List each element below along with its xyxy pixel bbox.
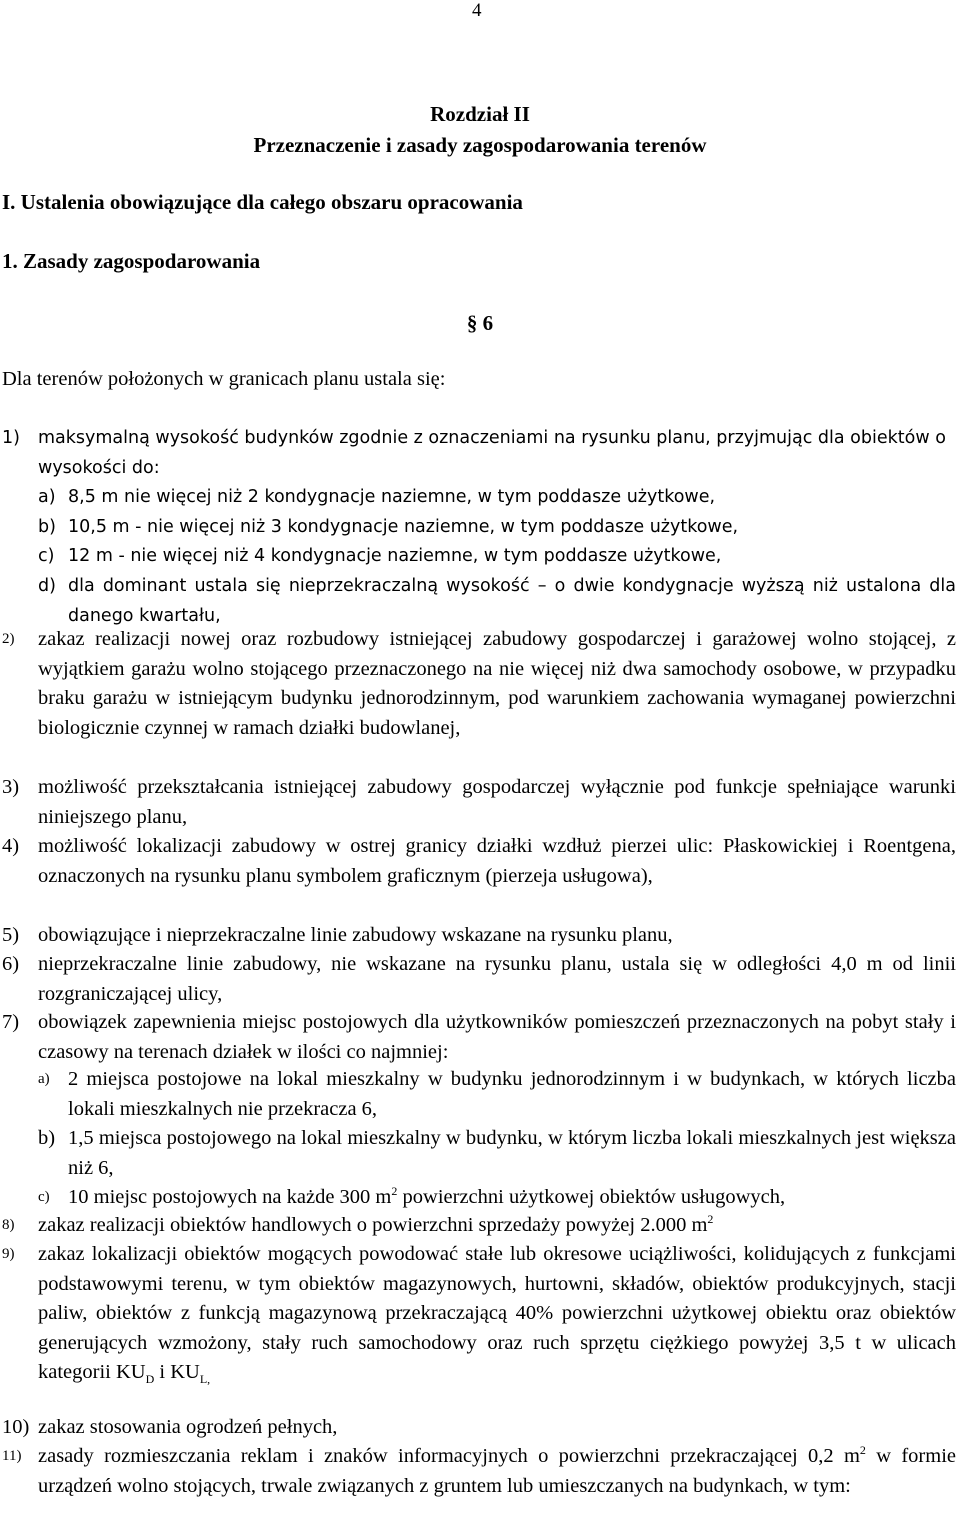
item-number: 7) <box>2 1011 20 1033</box>
item-number: 9) <box>2 1246 15 1262</box>
item-number: 4) <box>2 835 20 857</box>
subsection-heading: 1. Zasady zagospodarowania <box>2 249 261 273</box>
subscript: L, <box>199 1372 211 1387</box>
subitem-letter: d) <box>38 576 56 596</box>
item-number: 1) <box>2 428 20 448</box>
subitem-letter: c) <box>38 546 55 566</box>
item-number: 3) <box>2 776 20 798</box>
subitem-letter: a) <box>38 1071 50 1087</box>
subitem-text-tail: powierzchni użytkowej obiektów usługowych, <box>397 1186 786 1208</box>
item-number: 11) <box>2 1448 22 1464</box>
item-text: maksymalną wysokość budynków zgodnie z oznaczeniami na rysunku planu, przyjmując dla obiektów o wysokości do: <box>38 428 946 478</box>
item-number: 6) <box>2 953 20 975</box>
subitem-text: 8,5 m nie więcej niż 2 kondygnacje naziemne, w tym poddasze użytkowe, <box>68 487 716 507</box>
item-number: 5) <box>2 924 20 946</box>
superscript: 2 <box>391 1184 398 1199</box>
subitem-letter: c) <box>38 1189 50 1205</box>
subscript: D <box>145 1372 155 1387</box>
item-text: zakaz stosowania ogrodzeń pełnych, <box>38 1416 338 1438</box>
chapter-title: Przeznaczenie i zasady zagospodarowania terenów <box>253 133 707 157</box>
subitem-text: 10,5 m - nie więcej niż 3 kondygnacje naziemne, w tym poddasze użytkowe, <box>68 517 739 537</box>
subitem-text: 12 m - nie więcej niż 4 kondygnacje naziemne, w tym poddasze użytkowe, <box>68 546 722 566</box>
item-text <box>38 1211 956 1241</box>
item-text-main: zakaz lokalizacji obiektów mogących powodować stałe lub okresowe uciążliwości, kolidujących z funkcjami podstawowymi terenu, w tym obiektów magazynowych, hurtowni, składów, obiektów produkcyjnych, stacji paliw, obiektów z funkcją magazynową przekraczającą 40% powierzchni użytkowej obiektu oraz obiektów generujących wzmożony, stały ruch samochodowy oraz ruch sprzętu ciężkiego powyżej 3,5 t w ulicach kategorii KU <box>38 1243 956 1383</box>
superscript: 2 <box>859 1443 866 1458</box>
paragraph-symbol: § 6 <box>466 311 494 335</box>
item-number: 8) <box>2 1217 15 1233</box>
intro-text: Dla terenów położonych w granicach planu ustala się: <box>2 368 446 390</box>
item-number: 2) <box>2 631 15 647</box>
item-text-main: zakaz realizacji obiektów handlowych o powierzchni sprzedaży powyżej 2.000 m <box>38 1214 708 1236</box>
subitem-text: dla dominant ustala się nieprzekraczalną wysokość – o dwie kondygnacje wyższą niż ustalona dla danego kwartału, <box>68 576 956 626</box>
item-text-mid: i KU <box>154 1361 200 1383</box>
item-number: 10) <box>2 1416 30 1438</box>
subitem-text: 2 miejsca postojowe na lokal mieszkalny w budynku jednorodzinnym i w budynkach, w których liczba lokali mieszkalnych nie przekracza 6, <box>68 1068 956 1120</box>
item-text <box>38 1442 956 1501</box>
item-text: obowiązek zapewnienia miejsc postojowych dla użytkowników pomieszczeń przeznaczonych na pobyt stały i czasowy na terenach działek w ilości co najmniej: <box>38 1011 956 1063</box>
chapter-number: Rozdział II <box>430 102 530 126</box>
section-heading: I. Ustalenia obowiązujące dla całego obszaru opracowania <box>2 190 523 214</box>
subitem-letter: b) <box>38 1127 56 1149</box>
superscript: 2 <box>707 1212 714 1227</box>
item-text: zakaz realizacji nowej oraz rozbudowy istniejącej zabudowy gospodarczej i garażowej wolno stojącej, z wyjątkiem garażu wolno stojącego przeznaczonego na nie więcej niż dwa samochody osobowe, w przypadku braku garażu w istniejącym budynku jednorodzinnym, pod warunkiem zachowania wymaganej powierzchni biologicznie czynnej w ramach działki budowlanej, <box>38 628 956 739</box>
subitem-text <box>68 1183 956 1213</box>
item-text: obowiązujące i nieprzekraczalne linie zabudowy wskazane na rysunku planu, <box>38 924 673 946</box>
item-text-tail: w formie urządzeń wolno stojących, trwale związanych z gruntem lub umieszczanych na budynkach, w tym: <box>38 1445 956 1497</box>
subitem-letter: a) <box>38 487 56 507</box>
page-number: 4 <box>472 0 482 21</box>
item-text-main: zasady rozmieszczania reklam i znaków informacyjnych o powierzchni przekraczającej 0,2 m <box>38 1445 860 1467</box>
subitem-letter: b) <box>38 517 56 537</box>
item-text: możliwość przekształcania istniejącej zabudowy gospodarczej wyłącznie pod funkcje spełniające warunki niniejszego planu, <box>38 776 956 828</box>
item-text: nieprzekraczalne linie zabudowy, nie wskazane na rysunku planu, ustala się w odległości 4,0 m od linii rozgraniczającej ulicy, <box>38 953 956 1005</box>
subitem-text-main: 10 miejsc postojowych na każde 300 m <box>68 1186 392 1208</box>
item-text: możliwość lokalizacji zabudowy w ostrej granicy działki wzdłuż pierzei ulic: Płaskowickiej i Roentgena, oznaczonych na rysunku planu symbolem graficznym (pierzeja usługowa), <box>38 835 956 887</box>
subitem-text: 1,5 miejsca postojowego na lokal mieszkalny w budynku, w którym liczba lokali mieszkalnych jest większa niż 6, <box>68 1127 956 1179</box>
item-text <box>38 1240 956 1388</box>
